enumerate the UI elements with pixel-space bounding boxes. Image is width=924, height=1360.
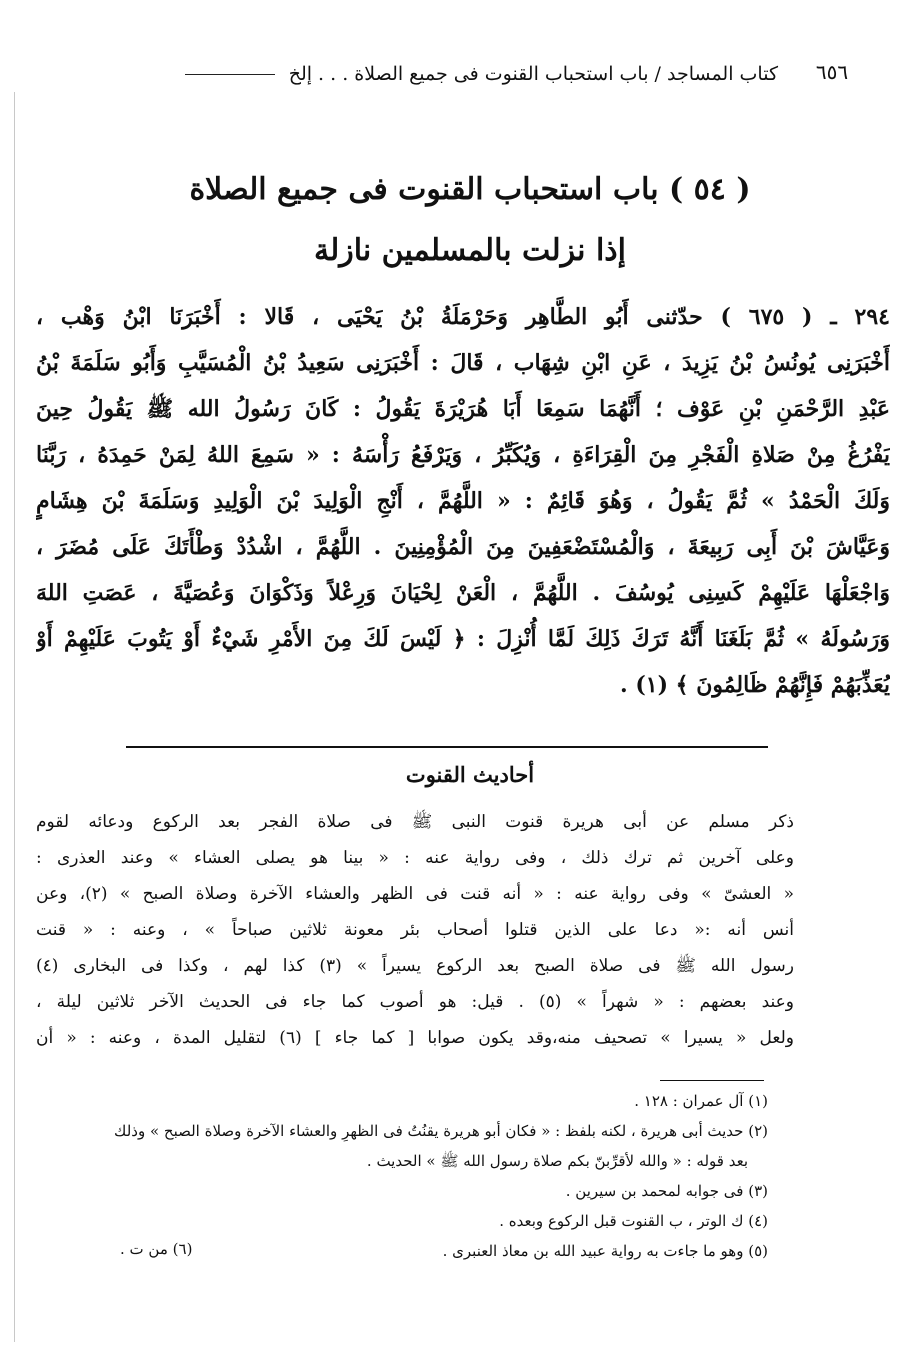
commentary-line: ولعل « يسيرا » تصحيف منه،وقد يكون صوابا [ كما جاء ] (٦) لتقليل المدة ، وعنه : « أن — [36, 1028, 794, 1048]
footnotes — [36, 1086, 768, 1266]
running-head-title: كتاب المساجد / باب استحباب القنوت فى جميع الصلاة . . . إلخ — [288, 63, 778, 85]
footnote-rule — [660, 1080, 764, 1081]
footnote: (٥) وهو ما جاءت به رواية عبيد الله بن معاذ العنبرى . — [442, 1242, 768, 1260]
chapter-title: ( ٥٤ ) باب استحباب القنوت فى جميع الصلاة — [189, 172, 751, 207]
hadith-line: عَبْدِ الرَّحْمَنِ بْنِ عَوْف ؛ أَنَّهُمَا سَمِعَا أَبَا هُرَيْرَةَ يَقُولُ : كَانَ رَسُولُ الله ﷺ يَقُولُ حِينَ — [36, 396, 890, 422]
commentary-line: رسول الله ﷺ فى صلاة الصبح بعد الركوع يسيراً » (٣) كذا لهم ، وكذا فى البخارى (٤) — [36, 956, 794, 976]
hadith-line: وَرَسُولَهُ » ثُمَّ بَلَغَنَا أَنَّهُ تَرَكَ ذَلِكَ لَمَّا أُنْزِلَ : ﴿ لَيْسَ لَكَ مِنَ الأَمْرِ شَيْءٌ أَوْ يَتُوبَ عَلَيْهِمْ أَوْ — [36, 626, 890, 652]
page-edge-line — [14, 92, 15, 1342]
commentary-line: أنس أنه :« دعا على الذين قتلوا أصحاب بئر معونة ثلاثين صباحاً » ، وعنه : « قنت — [36, 920, 794, 940]
commentary-line: وعلى آخرين ثم ترك ذلك ، وفى رواية عنه : « بينا هو يصلى العشاء » وعند العذرى : — [36, 848, 794, 868]
footnote: (٢) حديث أبى هريرة ، لكنه بلفظ : « فكان أبو هريرة يقنُتُ فى الظهرِ والعشاء الآخرة وصلاة الصبح » وذلك — [114, 1122, 768, 1140]
chapter-subtitle: إذا نزلت بالمسلمين نازلة — [314, 233, 626, 268]
running-head — [36, 58, 778, 90]
footnote-6: (٦) من ت . — [120, 1240, 193, 1258]
hadith-line: ٢٩٤ ـ ( ٦٧٥ ) حدّثنى أَبُو الطَّاهِر وَحَرْمَلَةُ بْنُ يَحْيَى ، قَالا : أَخْبَرَنَا ابْنُ وَهْب ، — [36, 304, 890, 330]
hadith-line: يُعَذِّبَهُمْ فَإِنَّهُمْ ظَالِمُونَ ﴾ (١) . — [620, 672, 890, 698]
commentary-line: ذكر مسلم عن أبى هريرة قنوت النبى ﷺ فى صلاة الفجر بعد الركوع ودعائه لقوم — [36, 812, 794, 832]
page-number: ٦٥٦ — [815, 60, 849, 84]
commentary-line: وعند بعضهم : « شهراً » (٥) . قيل: هو أصوب كما جاء فى الحديث الآخر ثلاثين ليلة ، — [36, 992, 794, 1012]
running-head-rule — [185, 74, 275, 75]
footnote: (٤) ك الوتر ، ب القنوت قبل الركوع وبعده . — [499, 1212, 768, 1230]
hadith-line: يَفْرُغُ مِنْ صَلاةِ الْفَجْرِ مِنَ الْقِرَاءَةِ ، وَيُكَبِّرُ ، وَيَرْفَعُ رَأْسَهُ : « سَمِعَ اللهُ لِمَنْ حَمِدَهُ ، رَبَّنَا — [36, 442, 890, 468]
footnote-continuation: بعد قوله : « والله لأقرِّبنّ بكم صلاة رسول الله ﷺ » الحديث . — [366, 1152, 748, 1170]
footnote: (٣) فى جوابه لمحمد بن سيرين . — [565, 1182, 768, 1200]
section-divider — [126, 746, 768, 748]
commentary-title: أحاديث القنوت — [405, 762, 535, 787]
hadith-line: وَلَكَ الْحَمْدُ » ثُمَّ يَقُولُ ، وَهُوَ قَائِمٌ : « اللَّهُمَّ ، أَنْجِ الْوَلِيدَ بْنَ الْوَلِيدِ وَسَلَمَةَ بْنَ هِشَامٍ — [36, 488, 890, 514]
hadith-line: وَعَيَّاشَ بْنَ أَبِى رَبِيعَةَ ، وَالْمُسْتَضْعَفِينَ مِنَ الْمُؤْمِنِينَ . اللَّهُمَّ ، اشْدُدْ وَطْأَتَكَ عَلَى مُضَرَ ، — [36, 534, 890, 560]
hadith-text — [36, 294, 890, 708]
commentary-line: « العشىّ » وفى رواية عنه : « أنه قنت فى الظهر والعشاء الآخرة وصلاة الصبح » (٢)، وعن — [36, 884, 794, 904]
hadith-line: وَاجْعَلْهَا عَلَيْهِمْ كَسِنِى يُوسُفَ . اللَّهُمَّ ، الْعَنْ لِحْيَانَ وَرِعْلاً وَذَكْوَانَ وَعُصَيَّةَ ، عَصَتِ اللهَ — [36, 580, 890, 606]
commentary-text — [36, 804, 794, 1056]
footnote: (١) آل عمران : ١٢٨ . — [634, 1092, 768, 1110]
hadith-line: أَخْبَرَنِى يُونُسُ بْنُ يَزِيدَ ، عَنِ ابْنِ شِهَاب ، قَالَ : أَخْبَرَنِى سَعِيدُ بْنُ الْمُسَيَّبِ وَأَبُو سَلَمَةَ بْنُ — [36, 350, 890, 376]
